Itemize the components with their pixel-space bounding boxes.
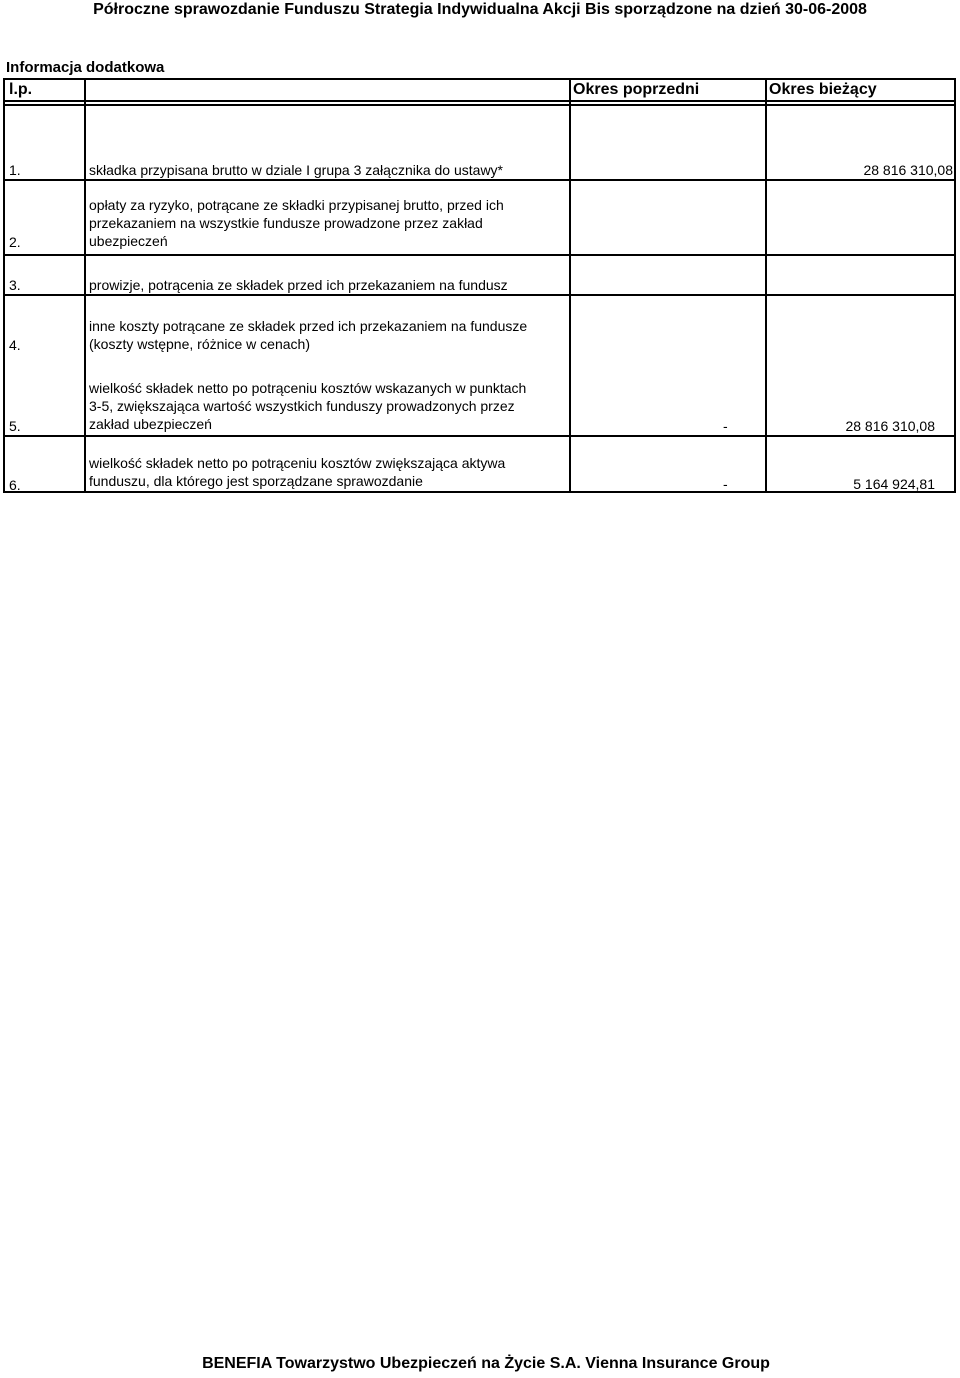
header-divider <box>5 100 954 102</box>
description-line: inne koszty potrącane ze składek przed ich przekazaniem na fundusze <box>89 318 528 334</box>
page-footer: BENEFIA Towarzystwo Ubezpieczeń na Życie S.A. Vienna Insurance Group <box>202 1355 770 1372</box>
document-title: Półroczne sprawozdanie Funduszu Strategia Indywidualna Akcji Bis sporządzone na dzień 30-06-2008 <box>93 1 867 18</box>
row-description <box>89 379 564 433</box>
description-line: (koszty wstępne, różnice w cenach) <box>89 336 310 352</box>
row-lp: 3. <box>9 277 21 293</box>
row-lp: 6. <box>9 477 21 493</box>
row-value-previous: - <box>723 418 728 434</box>
header-curr: Okres bieżący <box>769 81 877 98</box>
section-label: Informacja dodatkowa <box>6 59 165 76</box>
row-value-current: 5 164 924,81 <box>853 476 935 492</box>
row-divider <box>5 179 954 181</box>
row-divider <box>5 254 954 256</box>
row-description <box>89 196 564 250</box>
row-lp: 4. <box>9 337 21 353</box>
row-description <box>89 317 564 353</box>
description-line: zakład ubezpieczeń <box>89 416 212 432</box>
row-description: składka przypisana brutto w dziale I grupa 3 załącznika do ustawy* <box>89 162 503 178</box>
description-line: opłaty za ryzyko, potrącane ze składki przypisanej brutto, przed ich <box>89 197 504 213</box>
row-lp: 5. <box>9 418 21 434</box>
description-line: przekazaniem na wszystkie fundusze prowadzone przez zakład <box>89 215 483 231</box>
row-lp: 2. <box>9 234 21 250</box>
row-value-current: 28 816 310,08 <box>845 418 935 434</box>
col-divider-lp <box>84 80 86 491</box>
row-divider <box>5 294 954 296</box>
row-description <box>89 454 564 490</box>
row-description: prowizje, potrącenia ze składek przed ich przekazaniem na fundusz <box>89 277 508 293</box>
col-divider-curr <box>765 80 767 491</box>
row-value-previous: - <box>723 476 728 492</box>
header-prev: Okres poprzedni <box>573 81 700 98</box>
info-table <box>3 78 956 493</box>
header-divider-double <box>5 104 954 106</box>
row-lp: 1. <box>9 162 21 178</box>
header-lp: l.p. <box>9 81 33 98</box>
description-line: funduszu, dla którego jest sporządzane sprawozdanie <box>89 473 423 489</box>
col-divider-prev <box>569 80 571 491</box>
description-line: wielkość składek netto po potrąceniu kosztów wskazanych w punktach <box>89 380 527 396</box>
description-line: 3-5, zwiększająca wartość wszystkich funduszy prowadzonych przez <box>89 398 515 414</box>
row-divider <box>5 435 954 437</box>
description-line: wielkość składek netto po potrąceniu kosztów zwiększająca aktywa <box>89 455 506 471</box>
row-value-current: 28 816 310,08 <box>863 162 953 178</box>
description-line: ubezpieczeń <box>89 233 168 249</box>
